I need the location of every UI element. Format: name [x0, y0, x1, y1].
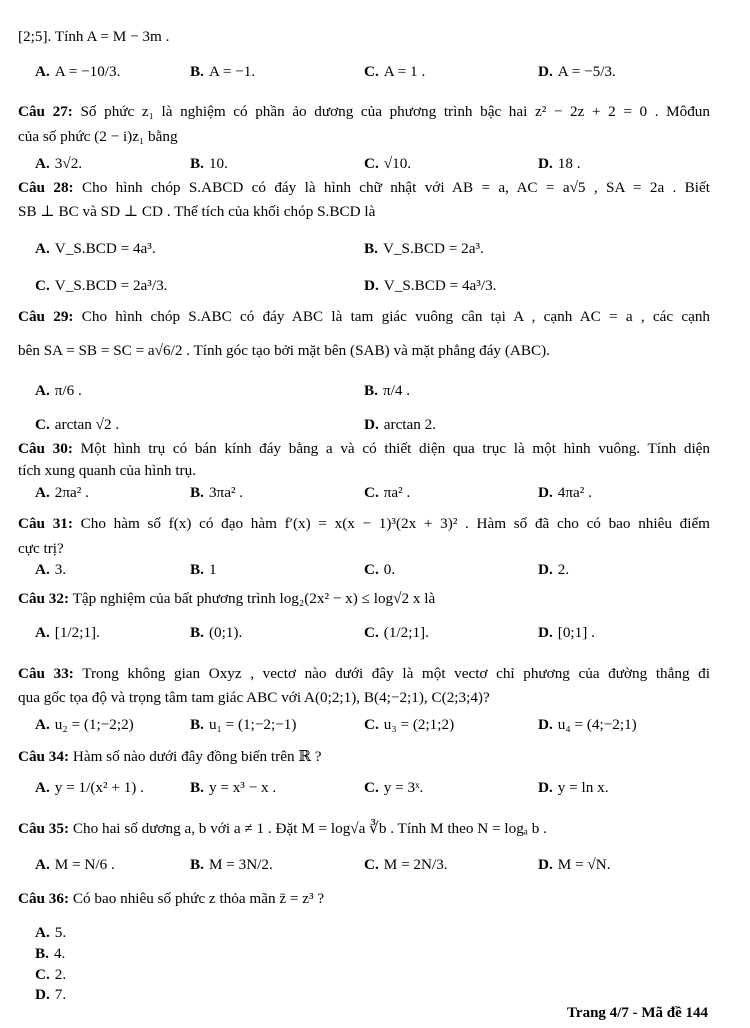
q31-option-c[interactable] [364, 561, 395, 578]
q35-option-a[interactable] [35, 856, 115, 873]
q31-option-a[interactable] [35, 561, 66, 578]
q27-option-d[interactable] [538, 155, 581, 172]
q32-option-c[interactable] [364, 624, 429, 641]
q29-option-c[interactable] [35, 416, 119, 433]
q32-letter-c: C. [364, 624, 379, 641]
q33-option-c[interactable] [364, 716, 454, 733]
q34-option-c[interactable] [364, 779, 423, 796]
q26-c-text: A = 1 . [383, 63, 426, 80]
q31-label: Câu 31: [18, 515, 73, 532]
q26-letter-a: A. [35, 63, 50, 80]
q29-option-b[interactable] [364, 382, 410, 399]
q35-option-c[interactable] [364, 856, 448, 873]
q35-b-text: M = 3N/2. [208, 856, 273, 873]
q26-d-text: A = −5/3. [557, 63, 616, 80]
q27-option-a[interactable] [35, 155, 82, 172]
q35-label: Câu 35: [18, 820, 70, 837]
q34-option-d[interactable] [538, 779, 609, 796]
q26-letter-b: B. [190, 63, 204, 80]
q35-option-d[interactable] [538, 856, 611, 873]
q29-letter-b: B. [364, 382, 378, 399]
q28-b-text: V_S.BCD = 2a³. [382, 240, 484, 257]
q33-letter-a: A. [35, 716, 50, 733]
q36-option-b[interactable] [35, 945, 65, 962]
q31-letter-a: A. [35, 561, 50, 578]
q27-letter-b: B. [190, 155, 204, 172]
q27-letter-d: D. [538, 155, 553, 172]
q36-letter-b: B. [35, 945, 49, 962]
q32-d-text: [0;1] . [557, 624, 595, 641]
q28-line1: Cho hình chóp S.ABCD có đáy là hình chữ nhật với AB = a, AC = a√5 , SA = 2a . Biết [81, 179, 710, 196]
q30-line1: Một hình trụ có bán kính đáy bằng a và có thiết diện qua trục là một hình vuông. Tính diện [80, 440, 710, 457]
q32-option-a[interactable] [35, 624, 100, 641]
q27-letter-c: C. [364, 155, 379, 172]
q36-letter-a: A. [35, 924, 50, 941]
q35-a-text: M = N/6 . [54, 856, 115, 873]
q32-letter-a: A. [35, 624, 50, 641]
q34-letter-d: D. [538, 779, 553, 796]
q33-option-a[interactable] [35, 716, 134, 733]
q36-label: Câu 36: [18, 890, 70, 907]
q33-line2: qua gốc tọa độ và trọng tâm tam giác ABC với A(0;2;1), B(4;−2;1), C(2;3;4)? [18, 689, 490, 706]
q31-letter-d: D. [538, 561, 553, 578]
q28-option-c[interactable] [35, 277, 167, 294]
q28-a-text: V_S.BCD = 4a³. [54, 240, 156, 257]
q30-b-text: 3πa² . [208, 484, 244, 501]
q34-label: Câu 34: [18, 748, 70, 765]
q31-c-text: 0. [383, 561, 396, 578]
q31-line2: cực trị? [18, 540, 64, 557]
q30-option-c[interactable] [364, 484, 410, 501]
q28-option-b[interactable] [364, 240, 484, 257]
q35-c-text: M = 2N/3. [383, 856, 448, 873]
q31-letter-c: C. [364, 561, 379, 578]
q27-stem-line1 [18, 103, 710, 121]
q26-option-d[interactable] [538, 63, 616, 80]
q33-label: Câu 33: [18, 665, 74, 682]
q32-c-text: (1/2;1]. [383, 624, 429, 641]
q36-option-c[interactable] [35, 966, 66, 983]
q33-c-text: u₃ = (2;1;2) [383, 716, 455, 733]
q27-b-text: 10. [208, 155, 228, 172]
q33-b-text: u₁ = (1;−2;−1) [208, 716, 297, 733]
q36-option-d[interactable] [35, 986, 66, 1003]
q27-a-text: 3√2. [54, 155, 83, 172]
q28-d-text: V_S.BCD = 4a³/3. [383, 277, 497, 294]
q27-label: Câu 27: [18, 103, 73, 120]
q32-letter-b: B. [190, 624, 204, 641]
q30-letter-a: A. [35, 484, 50, 501]
q36-option-a[interactable] [35, 924, 66, 941]
q34-letter-c: C. [364, 779, 379, 796]
q29-c-text: arctan √2 . [54, 416, 120, 433]
q33-d-text: u₄ = (4;−2;1) [557, 716, 637, 733]
q28-stem-line1 [18, 179, 710, 197]
q36-stem-line1 [18, 890, 710, 908]
q26-letter-d: D. [538, 63, 553, 80]
q27-d-text: 18 . [557, 155, 581, 172]
q30-a-text: 2πa² . [54, 484, 89, 501]
q29-letter-c: C. [35, 416, 50, 433]
q28-line2: SB ⊥ BC và SD ⊥ CD . Thể tích của khối chóp S.BCD là [18, 203, 376, 220]
q31-a-text: 3. [54, 561, 67, 578]
q26-option-b[interactable] [190, 63, 255, 80]
q36-c-text: 2. [54, 966, 67, 983]
q32-letter-d: D. [538, 624, 553, 641]
q28-letter-d: D. [364, 277, 379, 294]
q35-letter-c: C. [364, 856, 379, 873]
q30-letter-d: D. [538, 484, 553, 501]
q34-c-text: y = 3ˣ. [383, 779, 424, 796]
q28-option-a[interactable] [35, 240, 156, 257]
q26-b-text: A = −1. [208, 63, 256, 80]
q28-label: Câu 28: [18, 179, 74, 196]
q32-option-d[interactable] [538, 624, 595, 641]
q30-c-text: πa² . [383, 484, 411, 501]
q29-a-text: π/6 . [54, 382, 82, 399]
q27-line2: của số phức (2 − i)z₁ bằng [18, 128, 178, 145]
q34-a-text: y = 1/(x² + 1) . [54, 779, 144, 796]
q30-stem-line1 [18, 440, 710, 458]
q29-line1: Cho hình chóp S.ABC có đáy ABC là tam giác vuông cân tại A , cạnh AC = a , các cạnh [81, 308, 711, 325]
q33-option-b[interactable] [190, 716, 296, 733]
q27-letter-a: A. [35, 155, 50, 172]
q31-line1: Cho hàm số f(x) có đạo hàm f′(x) = x(x − 1)³(2x + 3)² . Hàm số đã cho có bao nhiêu điểm [80, 515, 710, 532]
q29-b-text: π/4 . [382, 382, 411, 399]
q28-letter-b: B. [364, 240, 378, 257]
q30-line2: tích xung quanh của hình trụ. [18, 462, 196, 479]
q29-d-text: arctan 2. [383, 416, 437, 433]
q26-option-c[interactable] [364, 63, 425, 80]
q33-letter-b: B. [190, 716, 204, 733]
q30-option-b[interactable] [190, 484, 243, 501]
q29-line2: bên SA = SB = SC = a√6/2 . Tính góc tạo bởi mặt bên (SAB) và mặt phẳng đáy (ABC). [18, 342, 550, 359]
q34-letter-a: A. [35, 779, 50, 796]
q36-line1: Có bao nhiêu số phức z thỏa mãn z̄ = z³ ? [72, 890, 325, 907]
q34-line1: Hàm số nào dưới đây đồng biến trên ℝ ? [72, 748, 322, 765]
q36-letter-d: D. [35, 986, 50, 1003]
q36-b-text: 4. [53, 945, 66, 962]
q27-option-c[interactable] [364, 155, 411, 172]
q30-letter-c: C. [364, 484, 379, 501]
q28-letter-a: A. [35, 240, 50, 257]
q34-letter-b: B. [190, 779, 204, 796]
q33-letter-c: C. [364, 716, 379, 733]
q32-stem-line1 [18, 590, 710, 608]
q30-option-d[interactable] [538, 484, 592, 501]
q32-label: Câu 32: [18, 590, 70, 607]
q31-option-b[interactable] [190, 561, 217, 578]
q33-letter-d: D. [538, 716, 553, 733]
q34-b-text: y = x³ − x . [208, 779, 277, 796]
q30-d-text: 4πa² . [557, 484, 592, 501]
q35-letter-b: B. [190, 856, 204, 873]
q26-a-text: A = −10/3. [54, 63, 121, 80]
q30-label: Câu 30: [18, 440, 73, 457]
q27-c-text: √10. [383, 155, 412, 172]
q29-option-a[interactable] [35, 382, 82, 399]
q33-line1: Trong không gian Oxyz , vectơ nào dưới đây là một vectơ chỉ phương của đường thẳng đi [82, 665, 710, 682]
q35-option-b[interactable] [190, 856, 273, 873]
q29-letter-a: A. [35, 382, 50, 399]
q31-option-d[interactable] [538, 561, 569, 578]
intro-line: [2;5]. Tính A = M − 3m . [18, 28, 170, 45]
q32-a-text: [1/2;1]. [54, 624, 100, 641]
q30-option-a[interactable] [35, 484, 89, 501]
q35-letter-a: A. [35, 856, 50, 873]
q30-letter-b: B. [190, 484, 204, 501]
q29-letter-d: D. [364, 416, 379, 433]
q27-line1: Số phức z₁ là nghiệm có phần ảo dương của phương trình bậc hai z² − 2z + 2 = 0 . Môđun [80, 103, 710, 120]
q31-b-text: 1 [208, 561, 217, 578]
q31-stem-line1 [18, 515, 710, 533]
q33-option-d[interactable] [538, 716, 637, 733]
q34-stem-line1 [18, 748, 710, 766]
q36-a-text: 5. [54, 924, 67, 941]
q26-letter-c: C. [364, 63, 379, 80]
q36-d-text: 7. [54, 986, 67, 1003]
q28-letter-c: C. [35, 277, 50, 294]
q34-d-text: y = ln x. [557, 779, 609, 796]
q32-option-b[interactable] [190, 624, 242, 641]
q35-d-text: M = √N. [557, 856, 611, 873]
q34-option-b[interactable] [190, 779, 276, 796]
q31-d-text: 2. [557, 561, 570, 578]
q31-letter-b: B. [190, 561, 204, 578]
q36-letter-c: C. [35, 966, 50, 983]
q32-line1: Tập nghiệm của bất phương trình log₂(2x² − x) ≤ log√2 x là [72, 590, 436, 607]
q26-option-a[interactable] [35, 63, 120, 80]
q28-c-text: V_S.BCD = 2a³/3. [54, 277, 168, 294]
q35-stem-line1 [18, 820, 710, 838]
q35-line1: Cho hai số dương a, b với a ≠ 1 . Đặt M = log√a ∛b . Tính M theo N = logₐ b . [72, 820, 547, 837]
q34-option-a[interactable] [35, 779, 144, 796]
q29-stem-line1 [18, 308, 710, 326]
q27-option-b[interactable] [190, 155, 228, 172]
q33-a-text: u₂ = (1;−2;2) [54, 716, 134, 733]
q29-option-d[interactable] [364, 416, 436, 433]
q33-stem-line1 [18, 665, 710, 683]
page-footer: Trang 4/7 - Mã đề 144 [567, 1005, 708, 1021]
q32-b-text: (0;1). [208, 624, 243, 641]
q28-option-d[interactable] [364, 277, 496, 294]
q29-label: Câu 29: [18, 308, 74, 325]
q35-letter-d: D. [538, 856, 553, 873]
